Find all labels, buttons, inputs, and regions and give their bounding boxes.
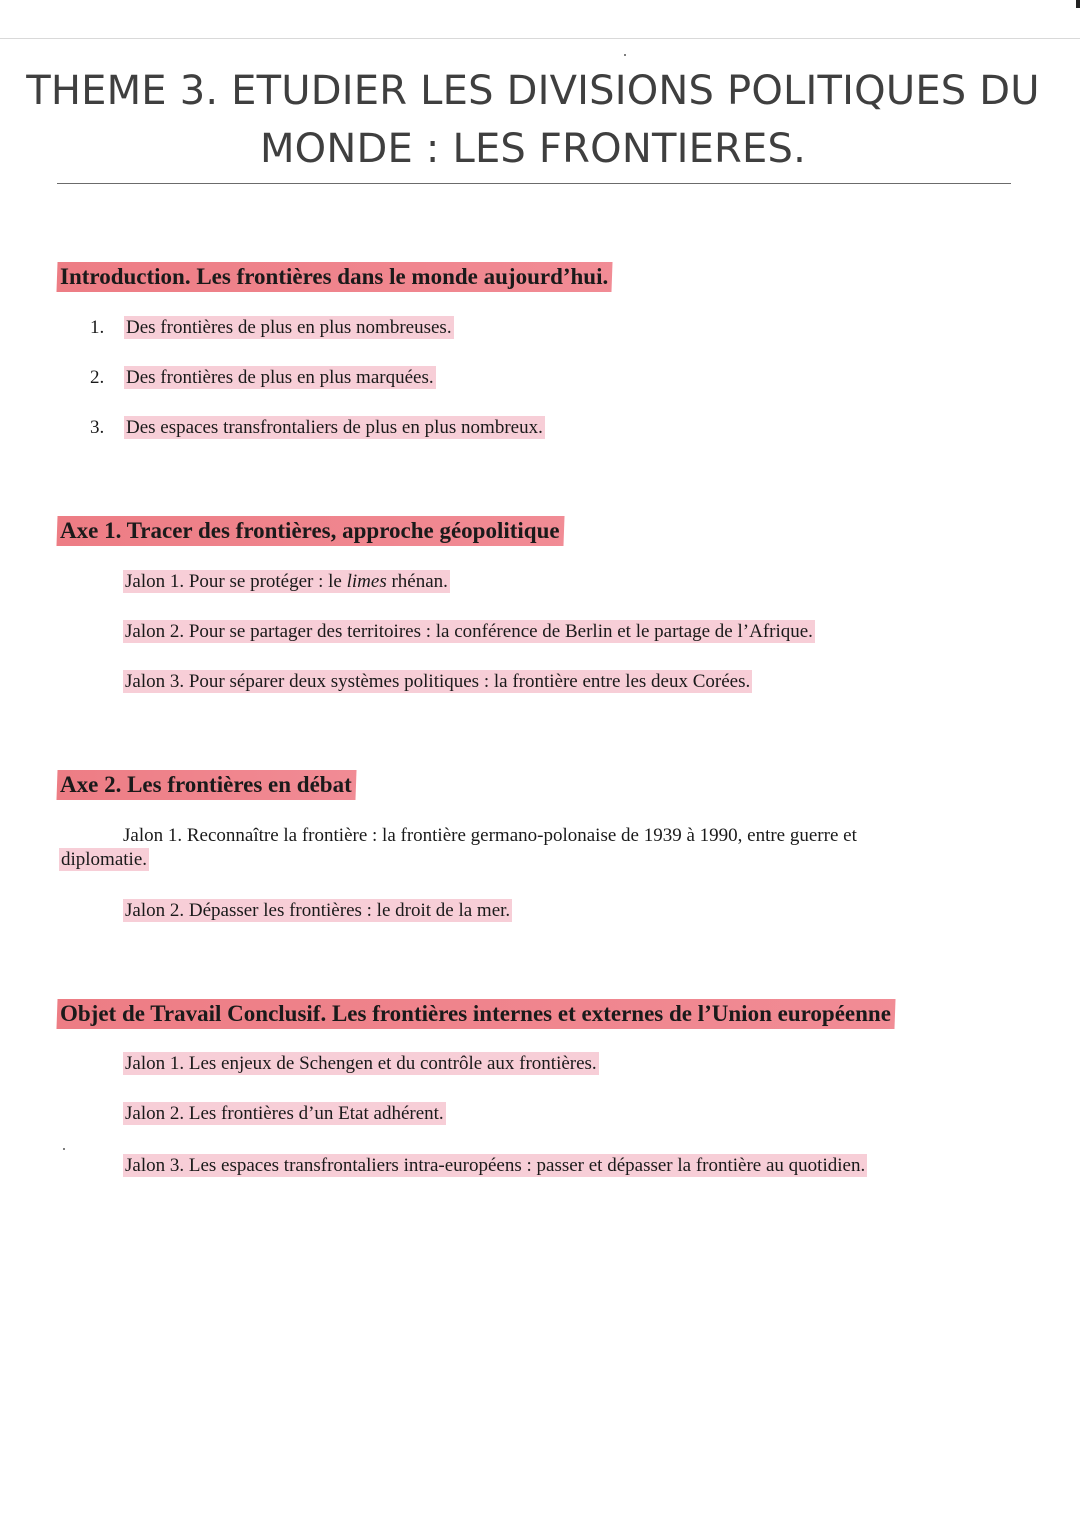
jalon-text-continuation: diplomatie. xyxy=(61,849,148,870)
title-underline xyxy=(57,183,1011,184)
axe1-jalon-2 xyxy=(123,620,815,644)
objet-heading-text: Objet de Travail Conclusif. Les frontières internes et externes de l’Union européenne xyxy=(60,1001,891,1026)
list-item-text: Des espaces transfrontaliers de plus en plus nombreux. xyxy=(126,417,543,438)
list-item-text: Des frontières de plus en plus marquées. xyxy=(126,367,434,388)
axe2-jalon-2 xyxy=(123,899,512,923)
page-title-line-2: MONDE : LES FRONTIERES. xyxy=(259,126,807,172)
jalon-text-start: Jalon 1. Pour se protéger : le xyxy=(125,571,347,592)
page-title-line-1: THEME 3. ETUDIER LES DIVISIONS POLITIQUES DU xyxy=(26,68,1040,114)
jalon-text: Jalon 2. Les frontières d’un Etat adhérent. xyxy=(125,1103,444,1124)
axe1-jalon-3 xyxy=(123,670,752,694)
jalon-text: Jalon 2. Dépasser les frontières : le droit de la mer. xyxy=(125,900,511,921)
objet-heading xyxy=(56,999,895,1029)
jalon-text: Jalon 1. Les enjeux de Schengen et du contrôle aux frontières. xyxy=(125,1053,597,1074)
axe2-heading xyxy=(56,770,356,800)
jalon-text: Jalon 3. Les espaces transfrontaliers intra-européens : passer et dépasser la frontière au quotidien. xyxy=(125,1155,866,1176)
scan-speck xyxy=(624,54,626,56)
introduction-heading-block xyxy=(57,262,1017,292)
axe2-heading-text: Axe 2. Les frontières en débat xyxy=(60,772,352,797)
jalon-text: Jalon 2. Pour se partager des territoires : la conférence de Berlin et le partage de l’Afrique. xyxy=(125,621,813,642)
intro-list-item-2 xyxy=(90,366,436,390)
axe1-heading xyxy=(56,516,564,546)
list-number: 3. xyxy=(90,417,105,438)
jalon-text-end: rhénan. xyxy=(386,571,448,592)
axe1-jalon-1 xyxy=(123,570,450,594)
top-page-rule xyxy=(0,38,1080,39)
list-number: 2. xyxy=(90,367,105,388)
axe2-jalon-1 xyxy=(59,824,1011,872)
list-number: 1. xyxy=(90,317,105,338)
objet-heading-block xyxy=(57,999,1017,1029)
scan-mark xyxy=(1076,0,1080,8)
axe1-heading-block xyxy=(57,516,1017,546)
objet-jalon-2 xyxy=(123,1102,446,1126)
jalon-text-italic: limes xyxy=(346,571,387,592)
axe1-heading-text: Axe 1. Tracer des frontières, approche géopolitique xyxy=(60,518,560,543)
page-title xyxy=(0,62,1066,178)
axe2-heading-block xyxy=(57,770,1017,800)
objet-jalon-3 xyxy=(123,1154,867,1178)
jalon-text: Jalon 1. Reconnaître la frontière : la frontière germano-polonaise de 1939 à 1990, entre guerre et xyxy=(123,825,857,846)
list-item-text: Des frontières de plus en plus nombreuses. xyxy=(126,317,452,338)
jalon-text xyxy=(123,570,450,593)
intro-list-item-1 xyxy=(90,316,454,340)
jalon-text: Jalon 3. Pour séparer deux systèmes politiques : la frontière entre les deux Corées. xyxy=(125,671,751,692)
jalon-line-1 xyxy=(59,824,1011,848)
introduction-heading xyxy=(56,262,612,292)
objet-jalon-1 xyxy=(123,1052,599,1076)
intro-list-item-3 xyxy=(90,416,545,440)
scan-speck xyxy=(63,1148,65,1150)
jalon-line-2 xyxy=(59,848,1011,872)
introduction-heading-text: Introduction. Les frontières dans le monde aujourd’hui. xyxy=(60,264,609,289)
